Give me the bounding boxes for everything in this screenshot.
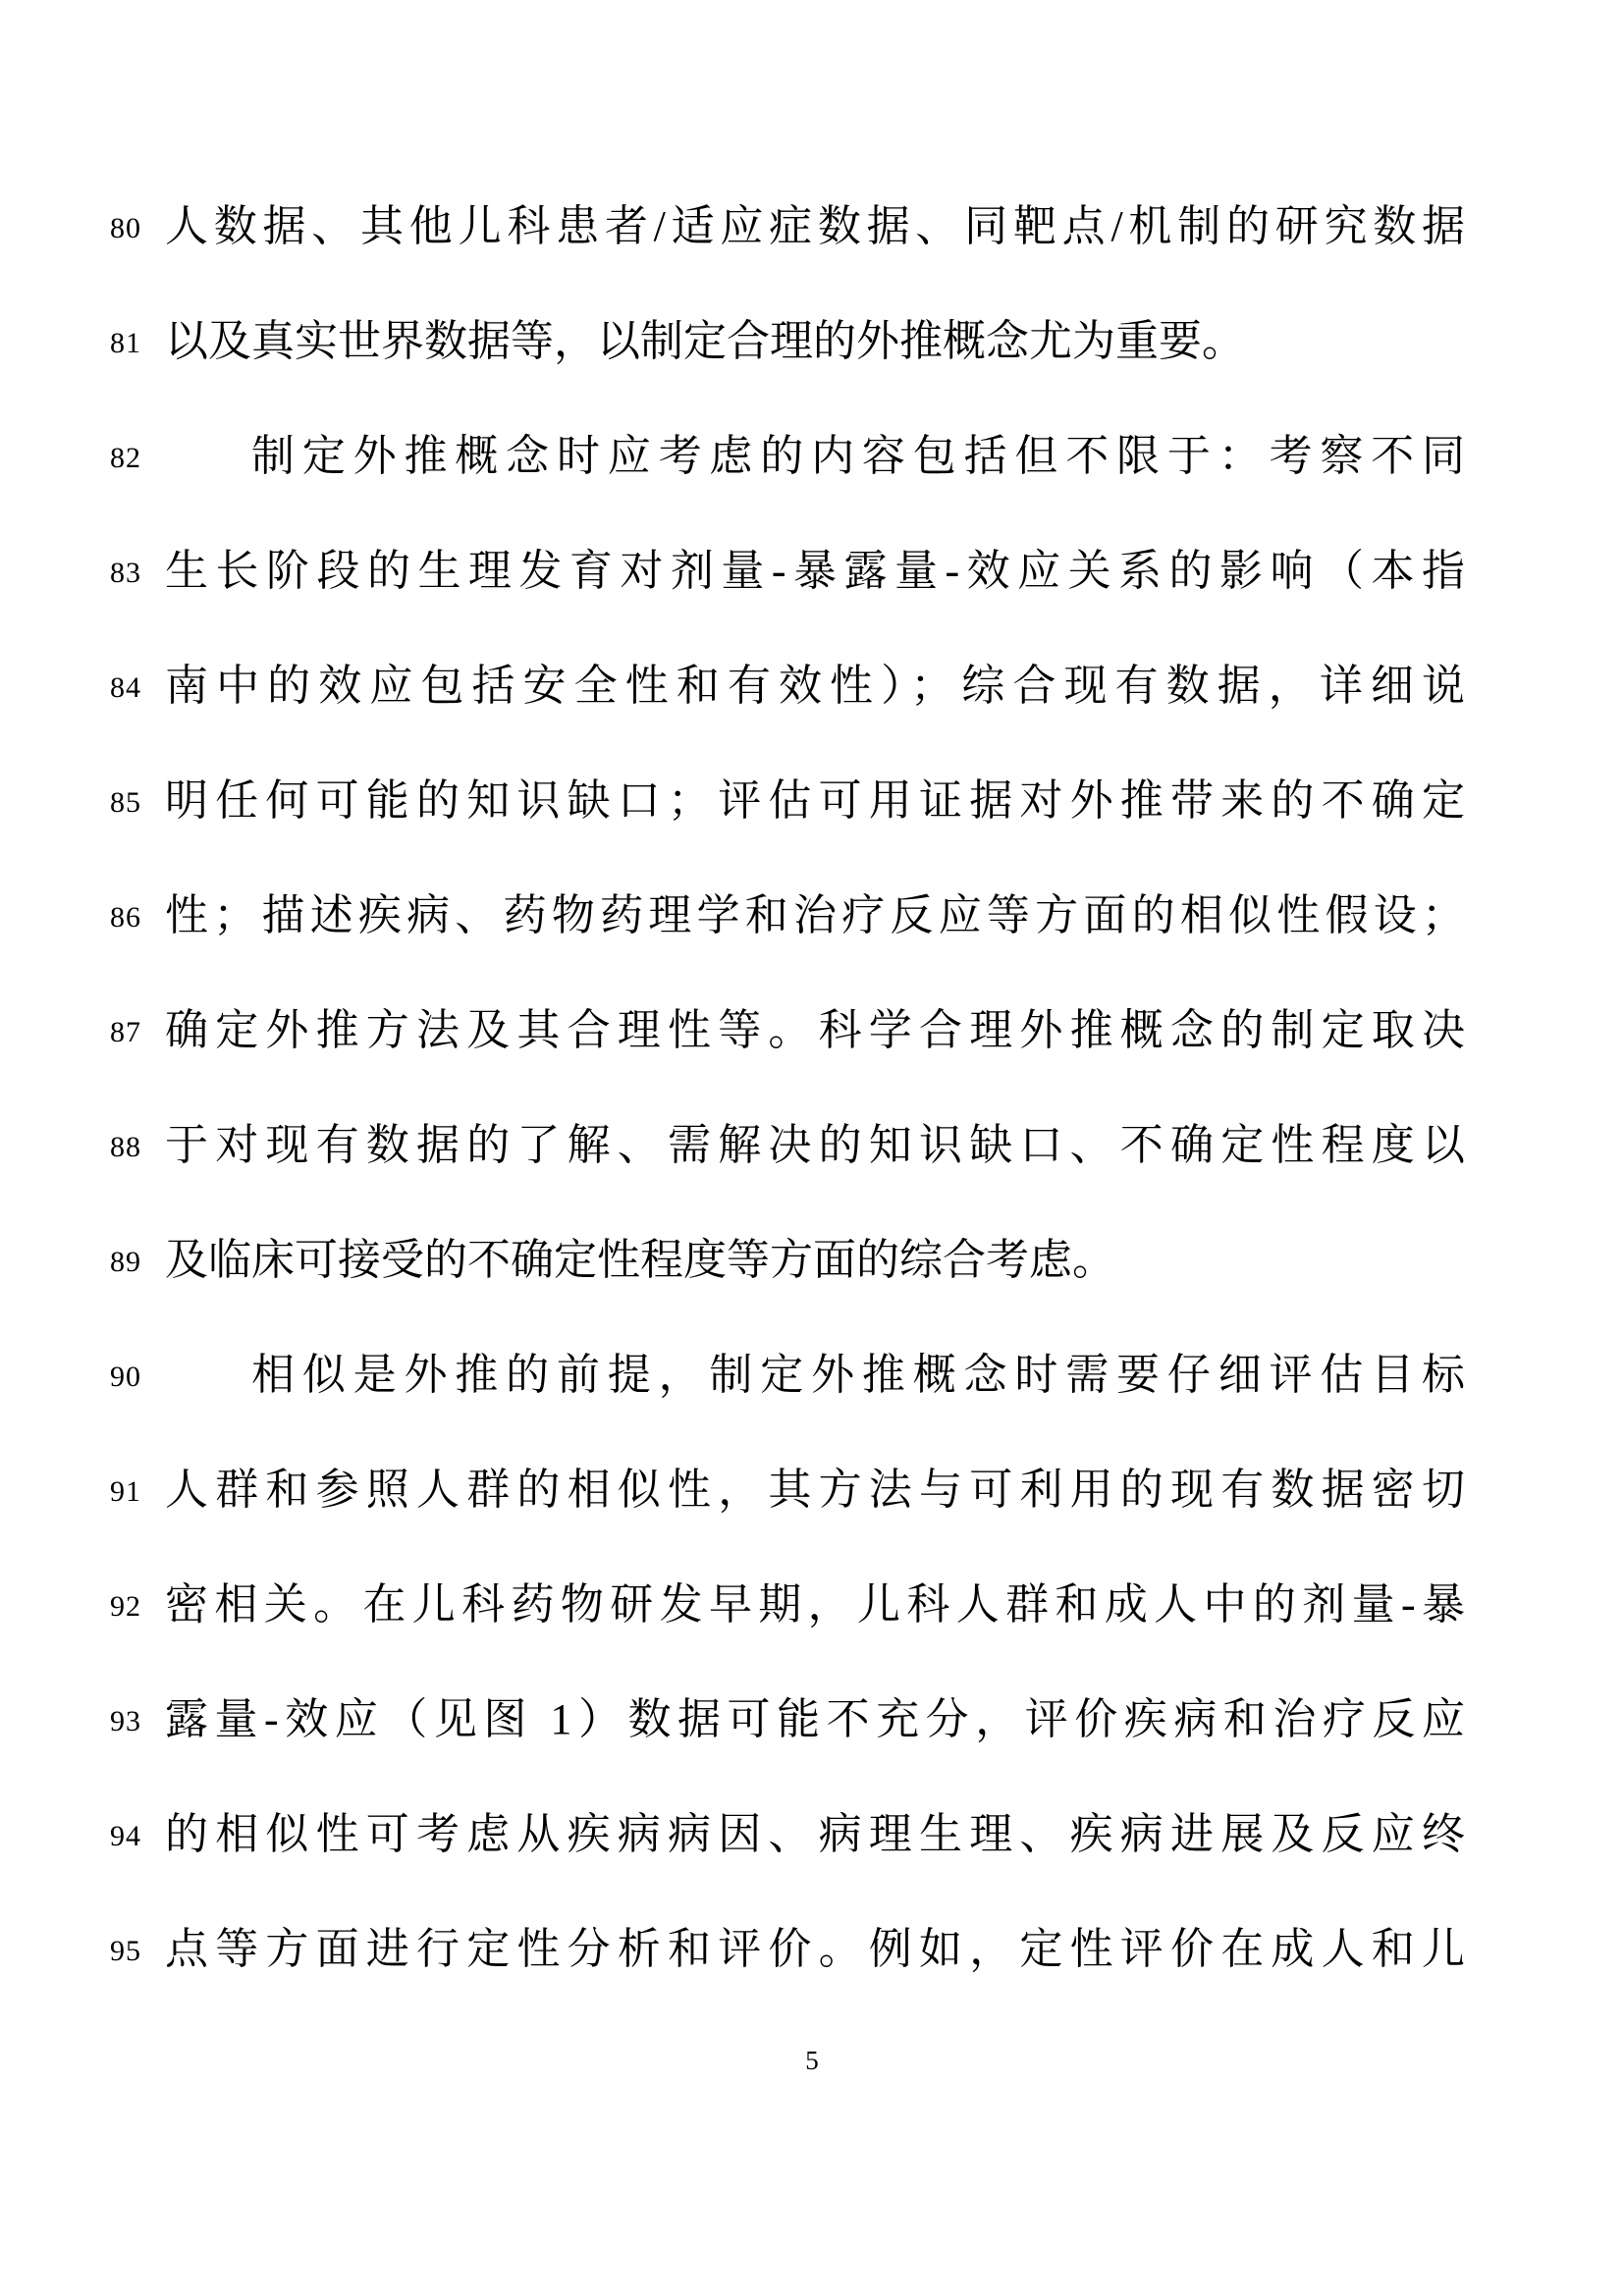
text-line — [0, 648, 1624, 763]
text-line — [0, 992, 1624, 1107]
line-number: 80 — [110, 212, 141, 244]
line-number: 95 — [110, 1935, 141, 1967]
text-line — [0, 878, 1624, 992]
line-number: 93 — [110, 1705, 141, 1737]
line-number: 91 — [110, 1475, 141, 1508]
line-number: 88 — [110, 1131, 141, 1163]
line-text: 的相似性可考虑从疾病病因、病理生理、疾病进展及反应终 — [165, 1810, 1465, 1858]
line-number: 92 — [110, 1590, 141, 1623]
line-text: 点等方面进行定性分析和评价。例如，定性评价在成人和儿 — [165, 1925, 1465, 1973]
line-number: 86 — [110, 901, 141, 934]
line-text: 相似是外推的前提，制定外推概念时需要仔细评估目标 — [251, 1351, 1465, 1399]
line-text: 明任何可能的知识缺口；评估可用证据对外推带来的不确定 — [165, 776, 1465, 825]
text-line — [0, 188, 1624, 303]
text-line — [0, 763, 1624, 878]
text-line — [0, 418, 1624, 533]
line-text: 人数据、其他儿科患者/适应症数据、同靶点/机制的研究数据 — [165, 202, 1465, 250]
line-text: 确定外推方法及其合理性等。科学合理外推概念的制定取决 — [165, 1006, 1465, 1054]
line-text: 露量-效应（见图 1）数据可能不充分，评价疾病和治疗反应 — [165, 1695, 1465, 1743]
line-number: 87 — [110, 1016, 141, 1048]
line-number: 89 — [110, 1246, 141, 1278]
text-line — [0, 1337, 1624, 1452]
line-number: 81 — [110, 327, 141, 359]
line-text: 人群和参照人群的相似性，其方法与可利用的现有数据密切 — [165, 1466, 1465, 1514]
line-number: 84 — [110, 671, 141, 704]
line-text: 密相关。在儿科药物研发早期，儿科人群和成人中的剂量-暴 — [165, 1580, 1465, 1629]
text-line — [0, 1796, 1624, 1911]
text-line — [0, 1452, 1624, 1567]
page-number: 5 — [805, 2046, 819, 2075]
text-line — [0, 1567, 1624, 1682]
line-number: 90 — [110, 1361, 141, 1393]
line-text: 性；描述疾病、药物药理学和治疗反应等方面的相似性假设； — [165, 891, 1465, 939]
text-line — [0, 533, 1624, 648]
line-number: 83 — [110, 557, 141, 589]
line-text: 制定外推概念时应考虑的内容包括但不限于：考察不同 — [251, 432, 1465, 480]
line-text: 于对现有数据的了解、需解决的知识缺口、不确定性程度以 — [165, 1121, 1465, 1169]
line-text: 及临床可接受的不确定性程度等方面的综合考虑。 — [165, 1236, 1115, 1284]
text-line — [0, 1107, 1624, 1222]
line-number: 82 — [110, 442, 141, 474]
text-body — [0, 188, 1624, 2026]
text-line — [0, 1682, 1624, 1796]
text-line — [0, 1222, 1624, 1337]
line-text: 南中的效应包括安全性和有效性）；综合现有数据，详细说 — [165, 662, 1465, 710]
line-number: 85 — [110, 786, 141, 819]
line-text: 生长阶段的生理发育对剂量-暴露量-效应关系的影响（本指 — [165, 547, 1465, 595]
text-line — [0, 303, 1624, 418]
text-line — [0, 1911, 1624, 2026]
line-number: 94 — [110, 1820, 141, 1852]
line-text: 以及真实世界数据等，以制定合理的外推概念尤为重要。 — [165, 317, 1245, 365]
